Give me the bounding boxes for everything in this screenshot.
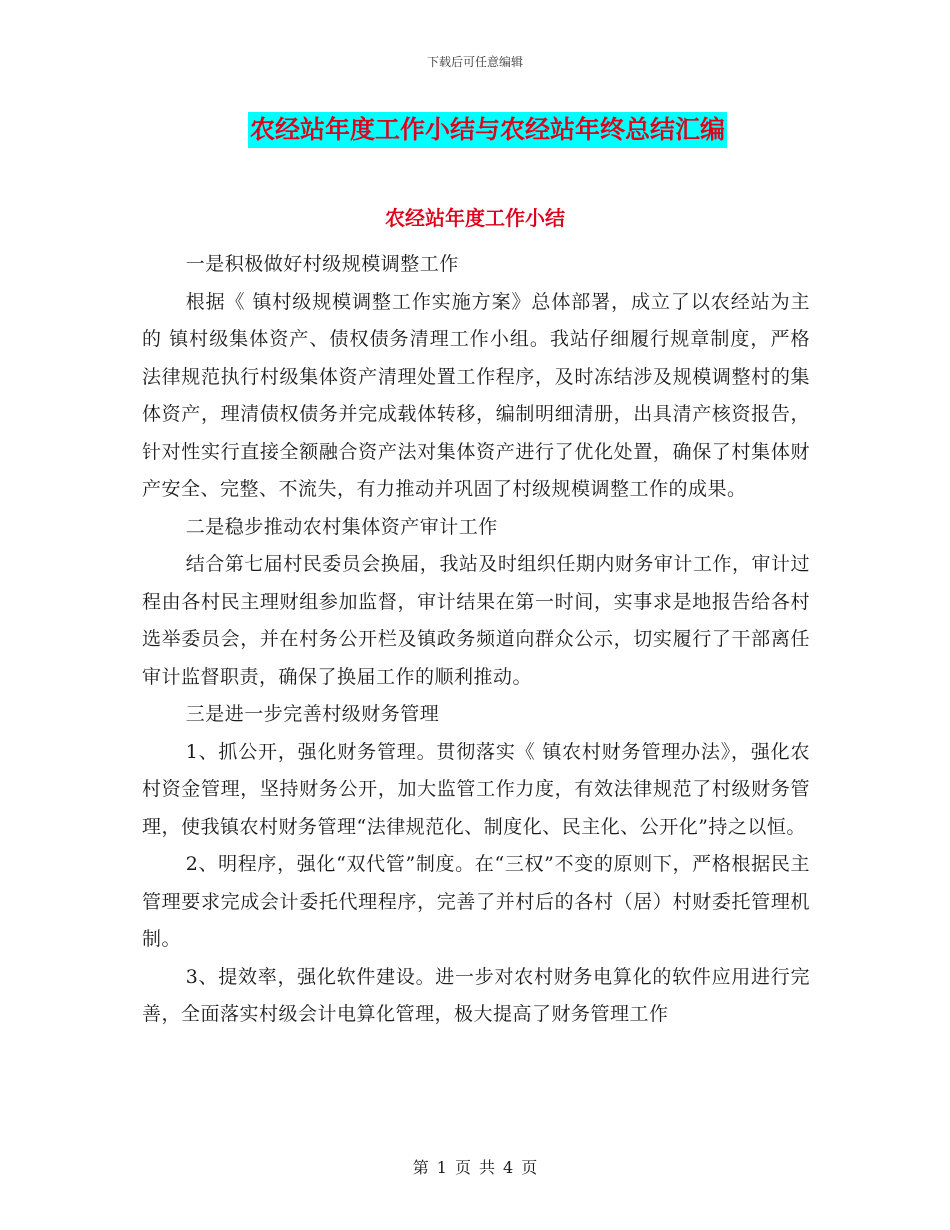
paragraph: 1、抓公开，强化财务管理。贯彻落实《 镇农村财务管理办法》，强化农村资金管理，坚持财务公开，加大监管工作力度，有效法律规范了村级财务管理，使我镇农村财务管理“法律规范化、制度化、民主化、公开化”持之以恒。	[142, 740, 810, 838]
section-title: 农经站年度工作小结	[385, 206, 565, 230]
footer-total-unit: 页	[521, 1158, 538, 1177]
paragraph: 三是进一步完善村级财务管理	[185, 703, 440, 725]
paragraph: 根据《 镇村级规模调整工作实施方案》总体部署，成立了以农经站为主的 镇村级集体资产、债权债务清理工作小组。我站仔细履行规章制度，严格法律规范执行村级集体资产清理处置工作程序，及时冻结涉及规模调整村的集体资产，理清债权债务并完成载体转移，编制明细清册，出具清产核资报告，针对性实行直接全额融合资产法对集体资产进行了优化处置，确保了村集体财产安全、完整、不流失，有力推动并巩固了村级规模调整工作的成果。	[142, 290, 810, 500]
document-body	[142, 246, 810, 1034]
page-number: 1	[436, 1158, 447, 1177]
paragraph: 结合第七届村民委员会换届，我站及时组织任期内财务审计工作，审计过程由各村民主理财组参加监督，审计结果在第一时间，实事求是地报告给各村选举委员会，并在村务公开栏及镇政务频道向群众公示，切实履行了干部离任审计监督职责，确保了换届工作的顺利推动。	[142, 553, 810, 688]
footer-page-unit: 页	[454, 1158, 471, 1177]
paragraph: 2、明程序，强化“双代管”制度。在“三权”不变的原则下，严格根据民主管理要求完成会计委托代理程序，完善了并村后的各村（居）村财委托管理机制。	[142, 853, 810, 950]
document-title: 农经站年度工作小结与农经站年终总结汇编	[248, 112, 727, 148]
page-footer	[0, 1155, 950, 1178]
footer-total-prefix: 共	[479, 1158, 496, 1177]
paragraph: 二是稳步推动农村集体资产审计工作	[185, 515, 498, 538]
total-pages: 4	[503, 1158, 514, 1177]
footer-prefix: 第	[412, 1158, 429, 1177]
paragraph: 一是积极做好村级规模调整工作	[185, 253, 459, 275]
paragraph: 3、提效率，强化软件建设。进一步对农村财务电算化的软件应用进行完善，全面落实村级会计电算化管理，极大提高了财务管理工作	[142, 965, 810, 1025]
header-note: 下载后可任意编辑	[426, 55, 523, 69]
